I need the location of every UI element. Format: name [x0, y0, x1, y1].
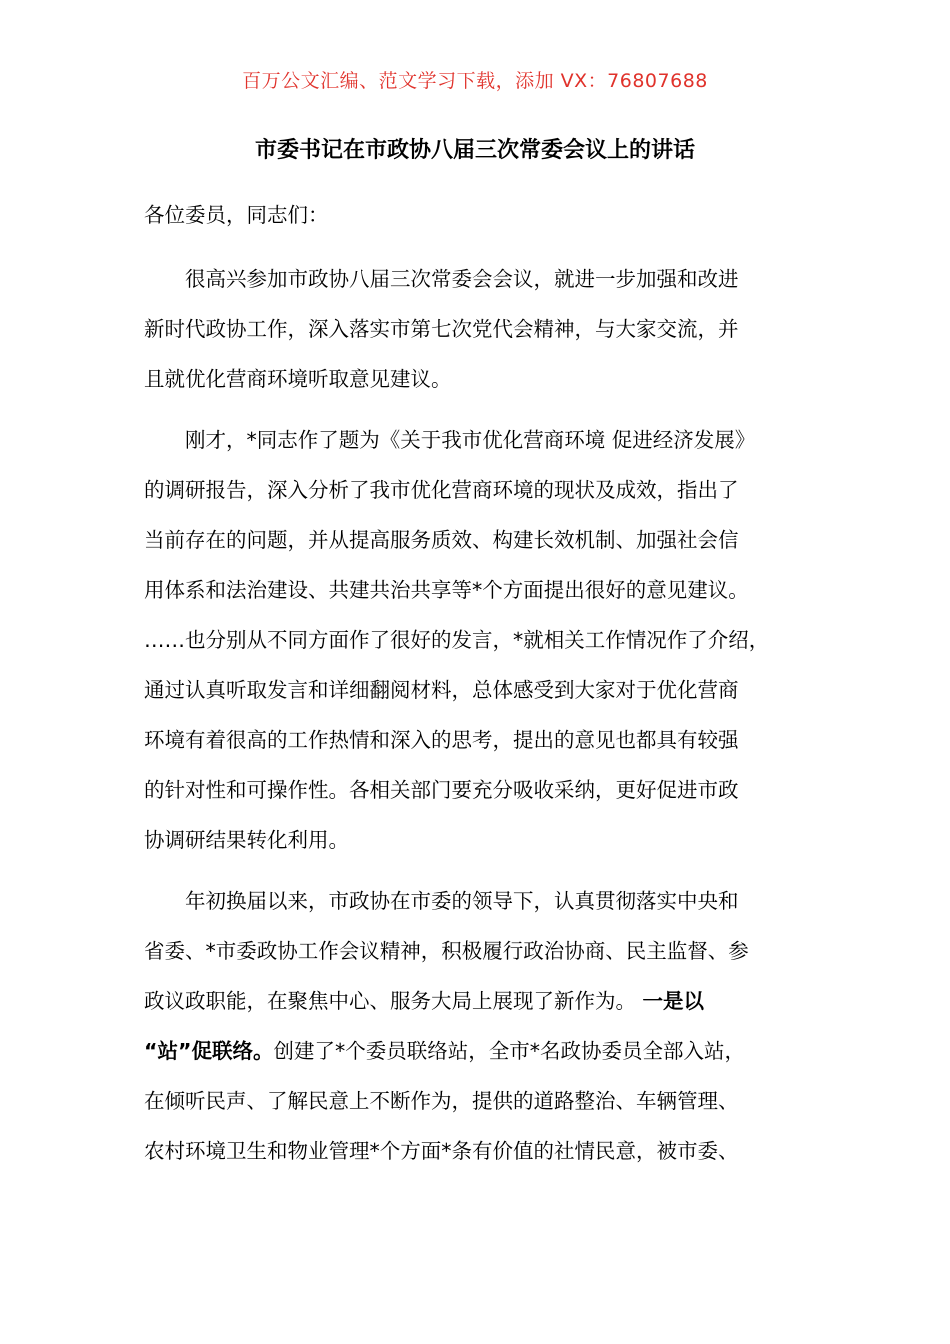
paragraph-text: 创建了*个委员联络站，全市*名政协委员全部入站， — [273, 1039, 745, 1063]
paragraph-line: 且就优化营商环境听取意见建议。 — [144, 367, 452, 391]
paragraph-line: ……也分别从不同方面作了很好的发言，*就相关工作情况作了介绍， — [144, 628, 770, 652]
paragraph-line: 新时代政协工作，深入落实市第七次党代会精神，与大家交流，并 — [144, 317, 739, 341]
paragraph-3 — [144, 876, 816, 1176]
header-banner: 百万公文汇编、范文学习下载，添加 VX：76807688 — [242, 70, 708, 92]
paragraph-line: 通过认真听取发言和详细翻阅材料，总体感受到大家对于优化营商 — [144, 678, 739, 702]
paragraph-line — [144, 1026, 816, 1076]
paragraph-line: 环境有着很高的工作热情和深入的思考，提出的意见也都具有较强 — [144, 728, 739, 752]
salutation: 各位委员，同志们： — [144, 203, 329, 227]
paragraph-2 — [144, 415, 816, 865]
paragraph-line: 年初换届以来，市政协在市委的领导下，认真贯彻落实中央和 — [185, 889, 739, 913]
paragraph-line: 省委、*市委政协工作会议精神，积极履行政治协商、民主监督、参 — [144, 939, 749, 963]
paragraph-line: 农村环境卫生和物业管理*个方面*条有价值的社情民意，被市委、 — [144, 1139, 739, 1163]
paragraph-line — [144, 976, 816, 1026]
paragraph-line: 在倾听民声、了解民意上不断作为，提供的道路整治、车辆管理、 — [144, 1089, 739, 1113]
paragraph-line: 协调研结果转化利用。 — [144, 828, 349, 852]
paragraph-line: 的针对性和可操作性。各相关部门要充分吸收采纳，更好促进市政 — [144, 778, 739, 802]
paragraph-1 — [144, 254, 816, 404]
paragraph-line: 当前存在的问题，并从提高服务质效、构建长效机制、加强社会信 — [144, 528, 739, 552]
paragraph-line: 很高兴参加市政协八届三次常委会会议，就进一步加强和改进 — [185, 267, 739, 291]
paragraph-line: 的调研报告，深入分析了我市优化营商环境的现状及成效，指出了 — [144, 478, 739, 502]
emphasis-text: “站”促联络。 — [144, 1039, 274, 1063]
paragraph-line: 刚才，*同志作了题为《关于我市优化营商环境 促进经济发展》 — [185, 428, 756, 452]
emphasis-text: 一是以 — [642, 989, 705, 1013]
paragraph-text: 政议政职能，在聚焦中心、服务大局上展现了新作为。 — [144, 989, 636, 1013]
document-title: 市委书记在市政协八届三次常委会议上的讲话 — [254, 138, 695, 163]
paragraph-line: 用体系和法治建设、共建共治共享等*个方面提出很好的意见建议。 — [144, 578, 749, 602]
